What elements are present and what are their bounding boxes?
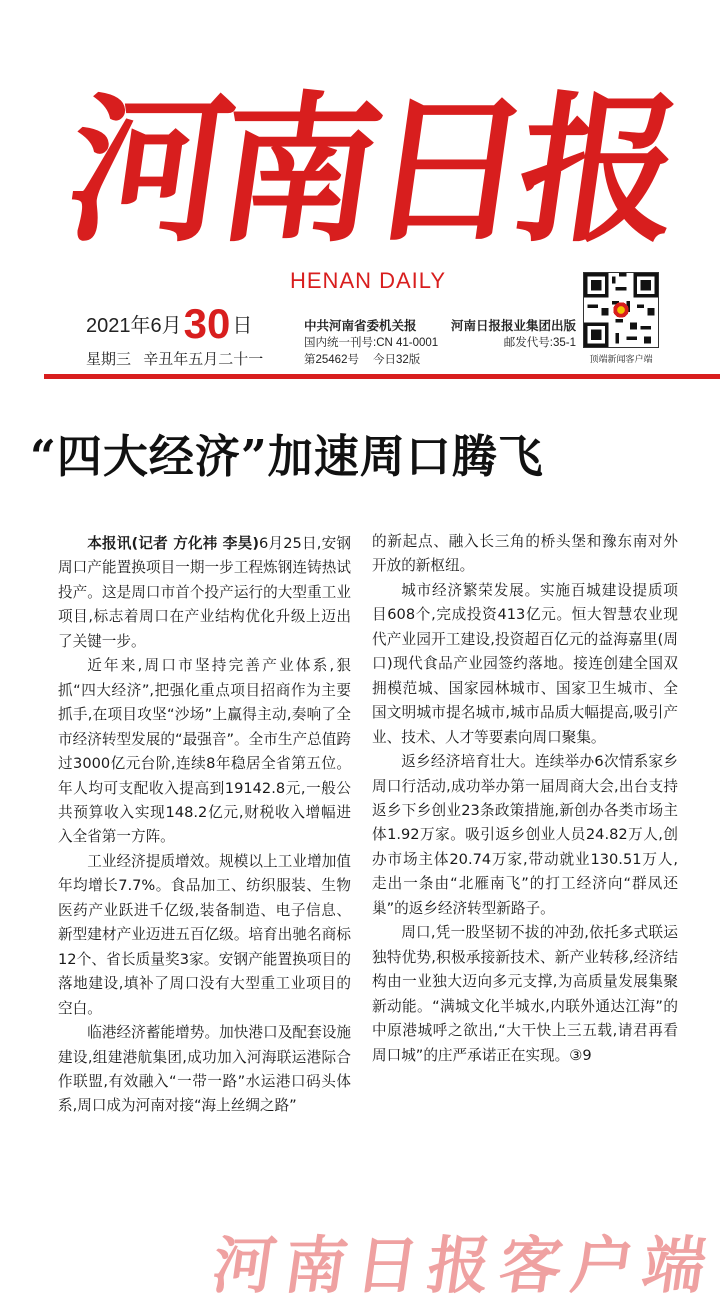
watermark-char: 南	[279, 1228, 353, 1302]
article-paragraph: 周口,凭一股坚韧不拔的冲劲,依托多式联运独特优势,积极承接新技术、新产业转移,经济结构由一业独大迈向多元支撑,为高质量发展集聚新动能。“满城文化半城水,内联外通达江海”的中原港城呼之欲出,“大干快上三五载,请君再看周口城”的庄严承诺正在实现。③9	[372, 924, 678, 1064]
date-suffix: 日	[232, 315, 253, 337]
article-headline: “四大经济”加速周口腾飞	[30, 430, 544, 483]
postal-code: 邮发代号:35-1	[503, 337, 576, 349]
weekday-line	[86, 348, 263, 369]
article-paragraph: 临港经济蓄能增势。加快港口及配套设施建设,组建港航集团,成功加入河海联运港际合作联盟,有效融入“一带一路”水运港口码头体系,周口成为河南对接“海上丝绸之路”	[58, 1024, 351, 1115]
issue-date	[86, 300, 252, 348]
article-paragraph: 近年来,周口市坚持完善产业体系,狠抓“四大经济”,把强化重点项目招商作为主要抓手,在项目攻坚“沙场”上赢得主动,奏响了全市经济转型发展的“最强音”。全市生产总值跨过3000亿元台阶,连续8年稳居全省第五位。年人均可支配收入提高到19142.8元,一般公共预算收入实现148.2亿元,财税收入增幅进入全省第一方阵。	[58, 657, 351, 846]
watermark-char: 户	[566, 1228, 639, 1302]
article-paragraph: 返乡经济培育壮大。连续举办6次情系家乡周口行活动,成功举办第一届周商大会,出台支持返乡下乡创业23条政策措施,新创办各类市场主体1.92万家。吸引返乡创业人员24.82万人,创办市场主体20.74万家,带动就业130.51万人,走出一条由“北雁南飞”的打工经济向“群凤还巢”的返乡经济转型新路子。	[372, 753, 678, 917]
logo-char-4: 报	[506, 76, 694, 264]
article-column-left	[58, 532, 351, 1119]
masthead-logo	[56, 76, 694, 264]
watermark-char: 端	[638, 1228, 711, 1302]
lunar-date: 辛丑年五月二十一	[143, 351, 264, 368]
date-day: 30	[183, 300, 231, 347]
article-paragraph	[58, 532, 351, 654]
issue-number: 第25462号	[304, 354, 359, 366]
paragraph-text: 6月25日,安钢周口产能置换项目一期一步工程炼钢连铸热试投产。这是周口市首个投产运行的大型重工业项目,标志着周口在产业结构优化升级上迈出了关键一步。	[58, 535, 351, 650]
article-paragraph: 城市经济繁荣发展。实施百城建设提质项目608个,完成投资413亿元。恒大智慧农业现代产业园开工建设,投资超百亿元的益海嘉里(周口)现代食品产业园签约落地。接连创建全国双拥模范城、国家园林城市、国家卫生城市、全国文明城市提名城市,城市品质大幅提高,吸引产业、技术、人才等要素向周口聚集。	[372, 581, 678, 746]
article-paragraph: 的新起点、融入长三角的桥头堡和豫东南对外开放的新枢纽。	[372, 533, 678, 575]
qr-code-icon[interactable]	[583, 272, 659, 348]
publication-info	[304, 318, 576, 369]
masthead-english-title: HENAN DAILY	[290, 268, 447, 293]
date-prefix: 2021年6月	[86, 315, 182, 337]
article-byline: 本报讯(记者 方化祎 李昊)	[87, 535, 260, 552]
publisher-group: 河南日报报业集团出版	[450, 319, 576, 333]
pages-today: 今日32版	[372, 354, 421, 366]
watermark-char: 日	[351, 1228, 424, 1302]
qr-caption: 顶端新闻客户端	[589, 354, 653, 364]
weekday: 星期三	[86, 351, 132, 368]
logo-char-2: 南	[206, 76, 394, 264]
watermark-char: 报	[423, 1228, 496, 1302]
cn-number: 国内统一刊号:CN 41-0001	[304, 337, 439, 349]
watermark-char: 河	[208, 1228, 281, 1302]
publisher-org: 中共河南省委机关报	[304, 319, 417, 333]
watermark-char: 客	[494, 1228, 568, 1302]
logo-char-3: 日	[356, 76, 544, 264]
article-paragraph: 工业经济提质增效。规模以上工业增加值年均增长7.7%。食品加工、纺织服装、生物医药产业跃进千亿级,装备制造、电子信息、新型建材产业迈进五百亿级。培育出驰名商标12个、省长质量奖3家。安钢产能置换项目的落地建设,填补了周口没有大型重工业项目的空白。	[58, 852, 351, 1017]
logo-char-1: 河	[56, 76, 244, 264]
masthead	[0, 0, 720, 392]
article-column-right	[372, 530, 678, 1068]
watermark	[205, 1222, 716, 1302]
masthead-divider	[44, 374, 720, 379]
